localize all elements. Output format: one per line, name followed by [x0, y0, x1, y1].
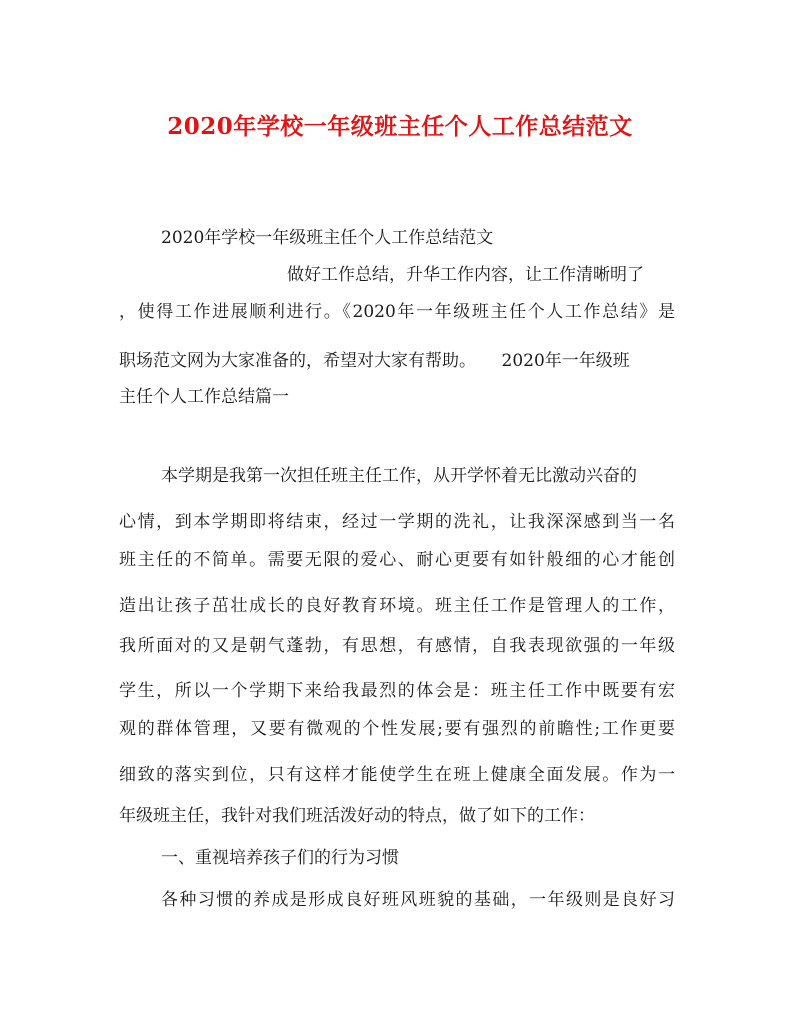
section-line-1: 各种习惯的养成是形成良好班风班貌的基础，一年级则是良好习 — [161, 890, 675, 910]
intro-line-2: ，使得工作进展顺利进行。《2020年一年级班主任个人工作总结》是 — [119, 302, 675, 322]
document-title: 2020年学校一年级班主任个人工作总结范文 — [167, 113, 633, 140]
subtitle-line: 2020年学校一年级班主任个人工作总结范文 — [161, 228, 494, 248]
body-line-7: 观的群体管理，又要有微观的个性发展;要有强烈的前瞻性;工作更要 — [119, 719, 675, 739]
body-line-4: 造出让孩子茁壮成长的良好教育环境。班主任工作是管理人的工作， — [119, 596, 675, 616]
body-line-3: 班主任的不简单。需要无限的爱心、耐心更要有如针般细的心才能创 — [119, 550, 675, 570]
section-heading: 一、重视培养孩子们的行为习惯 — [161, 848, 399, 868]
intro-line-4: 主任个人工作总结篇一 — [119, 387, 289, 407]
body-line-5: 我所面对的又是朝气蓬勃，有思想，有感情，自我表现欲强的一年级 — [119, 636, 675, 656]
body-line-2: 心情，到本学期即将结束，经过一学期的洗礼，让我深深感到当一名 — [119, 512, 675, 532]
body-line-8: 细致的落实到位，只有这样才能使学生在班上健康全面发展。作为一 — [119, 765, 675, 785]
body-line-6: 学生，所以一个学期下来给我最烈的体会是：班主任工作中既要有宏 — [119, 681, 675, 701]
intro-line-1: 做好工作总结，升华工作内容，让工作清晰明了 — [287, 265, 644, 285]
body-line-1: 本学期是我第一次担任班主任工作，从开学怀着无比激动兴奋的 — [161, 466, 637, 486]
body-line-9: 年级班主任，我针对我们班活泼好动的特点，做了如下的工作： — [119, 806, 595, 826]
intro-line-3: 职场范文网为大家准备的，希望对大家有帮助。 2020年一年级班 — [119, 351, 630, 371]
